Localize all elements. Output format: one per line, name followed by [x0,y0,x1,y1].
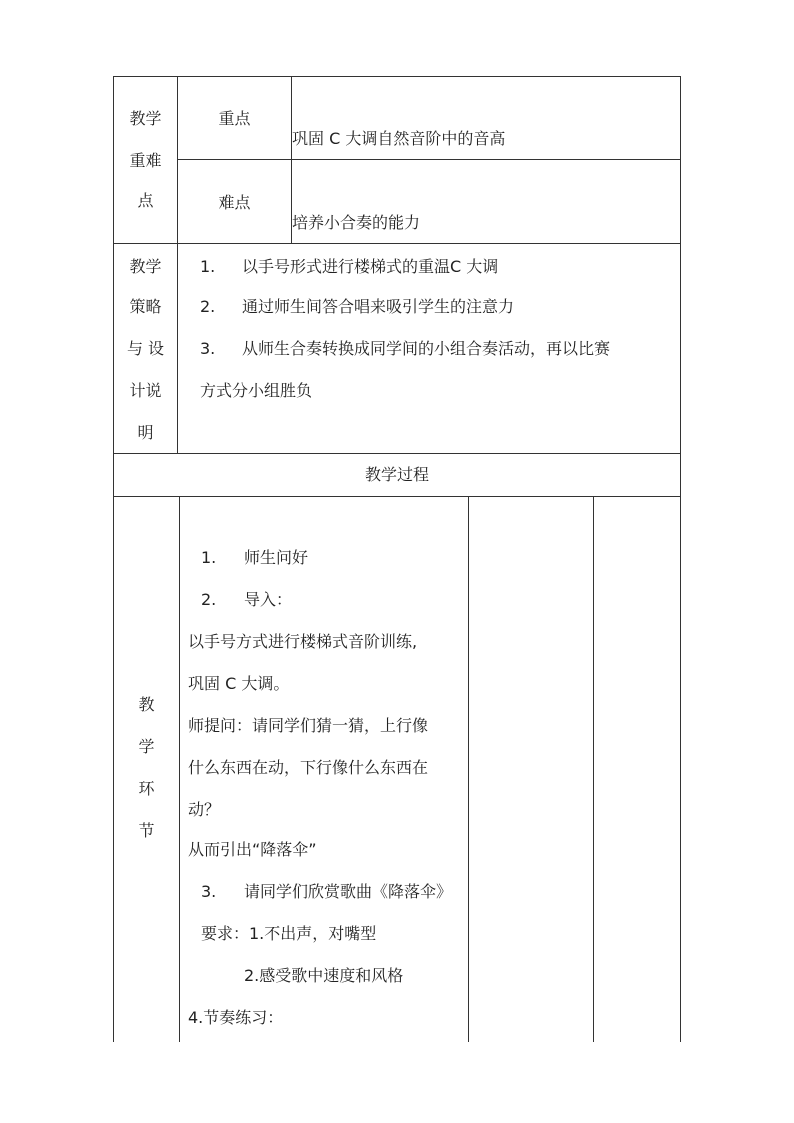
label-line: 明 [137,423,154,442]
step-line: 以手号方式进行楼梯式音阶训练, [188,632,418,651]
border-left [113,76,114,1042]
item-number: 3. [200,339,216,358]
border-key-difficult [177,159,681,160]
label-line: 教 [138,695,155,714]
label-line: 点 [137,191,154,210]
item-number: 2. [200,297,216,316]
item-number: 1. [200,257,216,276]
label-line: 节 [138,821,155,840]
label-line: 教学 [129,257,162,276]
label-line: 重难 [129,151,162,170]
border-top [113,76,681,77]
step-line: 什么东西在动，下行像什么东西在 [188,758,429,777]
border-focus-strategy [113,243,681,244]
step-number: 1. [201,548,217,567]
label-line: 与 设 [126,339,165,358]
item-text: 从师生合奏转换成同学间的小组合奏活动，再以比赛 [242,339,611,358]
process-header: 教学过程 [364,465,429,484]
label-line: 学 [138,737,155,756]
step-line: 从而引出“降落伞” [188,840,317,859]
key-point-content: 巩固 C 大调自然音阶中的音高 [292,129,506,148]
label-line: 教学 [129,109,162,128]
item-text: 以手号形式进行楼梯式的重温C 大调 [242,257,499,276]
label-line: 计说 [129,381,162,400]
difficult-point-content: 培养小合奏的能力 [292,213,421,232]
key-point-label: 重点 [218,109,251,128]
label-line: 策略 [129,297,162,316]
border-label-col-bottom [179,496,180,1042]
step-line: 要求：1.不出声，对嘴型 [201,924,377,943]
step-line: 4.节奏练习： [188,1008,284,1027]
border-strategy-header [113,453,681,454]
difficult-point-label: 难点 [218,193,251,212]
border-header-steps [113,496,681,497]
border-col-3 [468,496,469,1042]
label-line: 环 [138,779,155,798]
border-right [680,76,681,1042]
step-number: 3. [201,882,217,901]
step-text: 师生问好 [244,548,309,567]
step-number: 2. [201,590,217,609]
step-line: 师提问：请同学们猜一猜，上行像 [188,716,429,735]
border-col-4 [593,496,594,1042]
step-line: 动？ [188,800,221,819]
item-text-continued: 方式分小组胜负 [200,381,313,400]
step-line: 巩固 C 大调。 [188,674,290,693]
step-line: 2.感受歌中速度和风格 [244,966,404,985]
step-text: 导入： [244,590,293,609]
border-label-col-top [177,76,178,453]
item-text: 通过师生间答合唱来吸引学生的注意力 [242,297,515,316]
step-text: 请同学们欣赏歌曲《降落伞》 [244,882,453,901]
